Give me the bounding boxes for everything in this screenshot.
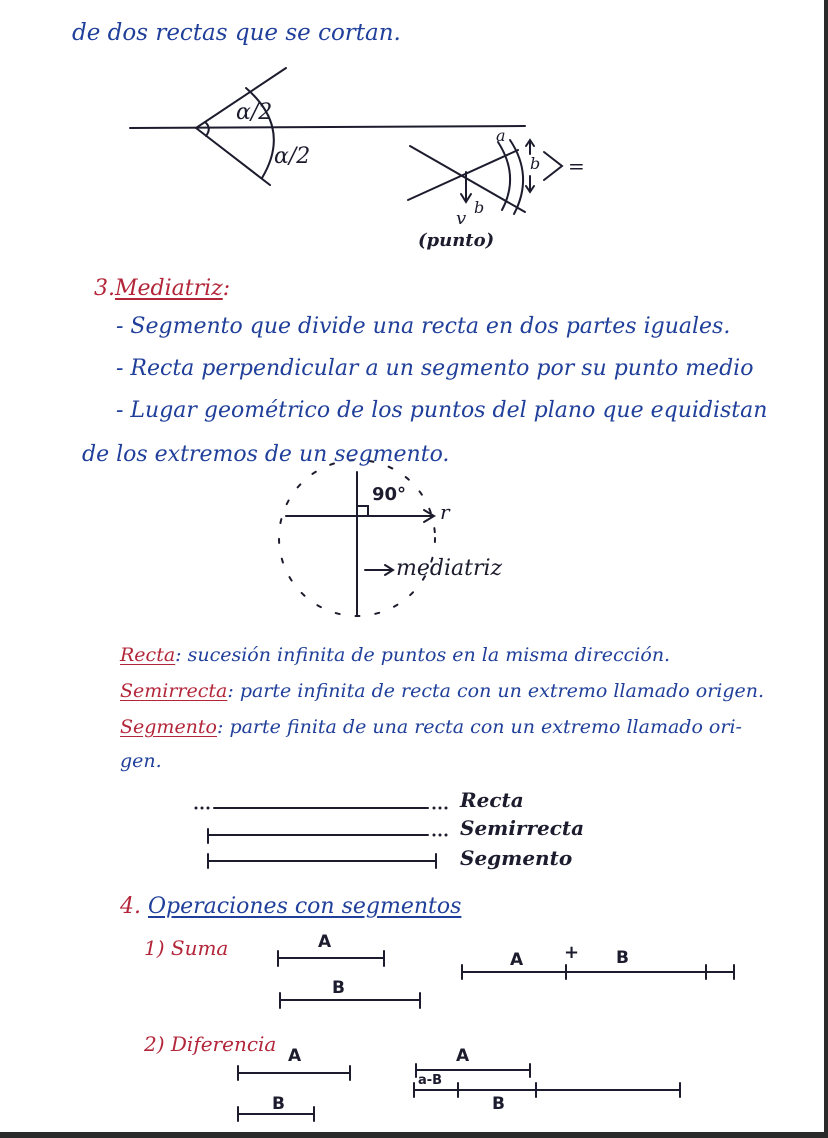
section3-colon: :: [222, 276, 231, 301]
vertex-arc-2: [510, 140, 523, 214]
section3-bullet-1: - Segmento que divide una recta en dos partes iguales.: [116, 314, 731, 339]
section3-bullet-2: - Recta perpendicular a un segmento por su punto medio: [116, 356, 754, 381]
line-type-semirrecta: Semirrecta: [460, 816, 585, 840]
scan-edge-right: [824, 0, 828, 1138]
dotted-extensions: [195, 807, 448, 837]
definition-term-recta: Recta: [120, 644, 176, 666]
vertex-line-2: [408, 150, 518, 200]
bisector-vertex-arc: [205, 122, 209, 136]
vertex-tick-down: [526, 176, 534, 192]
bisector-lower-ray: [196, 128, 270, 185]
diferencia-seg-a-label: A: [288, 1046, 302, 1066]
vertex-label-a: a: [496, 126, 506, 145]
section3-number: 3.: [94, 276, 115, 301]
vertex-label-v: v: [456, 208, 467, 229]
mediatriz-angle-label: 90°: [372, 484, 407, 505]
intro-line: de dos rectas que se cortan.: [72, 20, 401, 46]
diferencia-result-ab-label: a-B: [418, 1073, 443, 1088]
suma-total-a-label: A: [510, 950, 524, 970]
line-type-recta: Recta: [460, 788, 524, 812]
vertex-line-1: [410, 146, 525, 212]
diferencia-result-a-label: A: [456, 1046, 470, 1066]
line-type-segmento: Segmento: [460, 846, 573, 870]
definition-recta: [120, 646, 670, 665]
vertex-label-b-right: b: [530, 154, 541, 173]
suma-seg-b-label: B: [332, 978, 345, 998]
suma-total-b-label: B: [616, 948, 629, 968]
diferencia-seg-b-label: B: [272, 1094, 285, 1114]
section3-bullet-3: - Lugar geométrico de los puntos del plano que equidistan: [116, 398, 768, 423]
vertex-caption: (punto): [418, 230, 495, 251]
upper-angle-label: α/2: [236, 100, 273, 125]
definitions-continuation: gen.: [120, 750, 162, 772]
mediatriz-label: mediatriz: [396, 556, 503, 581]
diferencia-result-b-label: B: [492, 1094, 505, 1114]
suma-seg-a-label: A: [318, 932, 332, 952]
definition-text-segmento: : parte finita de una recta con un extremo llamado ori-: [217, 716, 742, 738]
section4-title: Operaciones con segmentos: [148, 894, 462, 919]
definition-term-semirrecta: Semirrecta: [120, 680, 228, 702]
section4-number: 4.: [120, 894, 141, 919]
lower-angle-label: α/2: [274, 144, 311, 169]
section3-title: Mediatriz: [115, 276, 223, 301]
definition-term-segmento: Segmento: [120, 716, 217, 738]
vertex-equals-sign: =: [568, 154, 585, 178]
section3-heading: [94, 278, 230, 300]
vertex-label-b-bottom: b: [474, 198, 485, 217]
suma-label: 1) Suma: [144, 936, 229, 960]
section4-heading: [120, 896, 461, 918]
suma-plus-sign: +: [564, 942, 580, 963]
definition-text-semirrecta: : parte infinita de recta con un extremo llamado origen.: [227, 680, 765, 702]
definition-text-recta: : sucesión infinita de puntos en la misma dirección.: [175, 644, 671, 666]
right-angle-marker: [357, 506, 368, 516]
mediatriz-r-label: r: [440, 500, 450, 524]
scan-edge-bottom: [0, 1132, 828, 1138]
definition-semirrecta: [120, 682, 764, 701]
vertex-tick-up: [526, 140, 534, 154]
vertex-bracket: [544, 152, 562, 180]
section3-continuation: de los extremos de un segmento.: [82, 442, 450, 467]
mediatriz-pointer-arrow: [365, 565, 393, 575]
diferencia-label: 2) Diferencia: [144, 1032, 277, 1056]
definition-segmento: [120, 718, 742, 737]
bisector-horizontal-line: [130, 126, 525, 128]
